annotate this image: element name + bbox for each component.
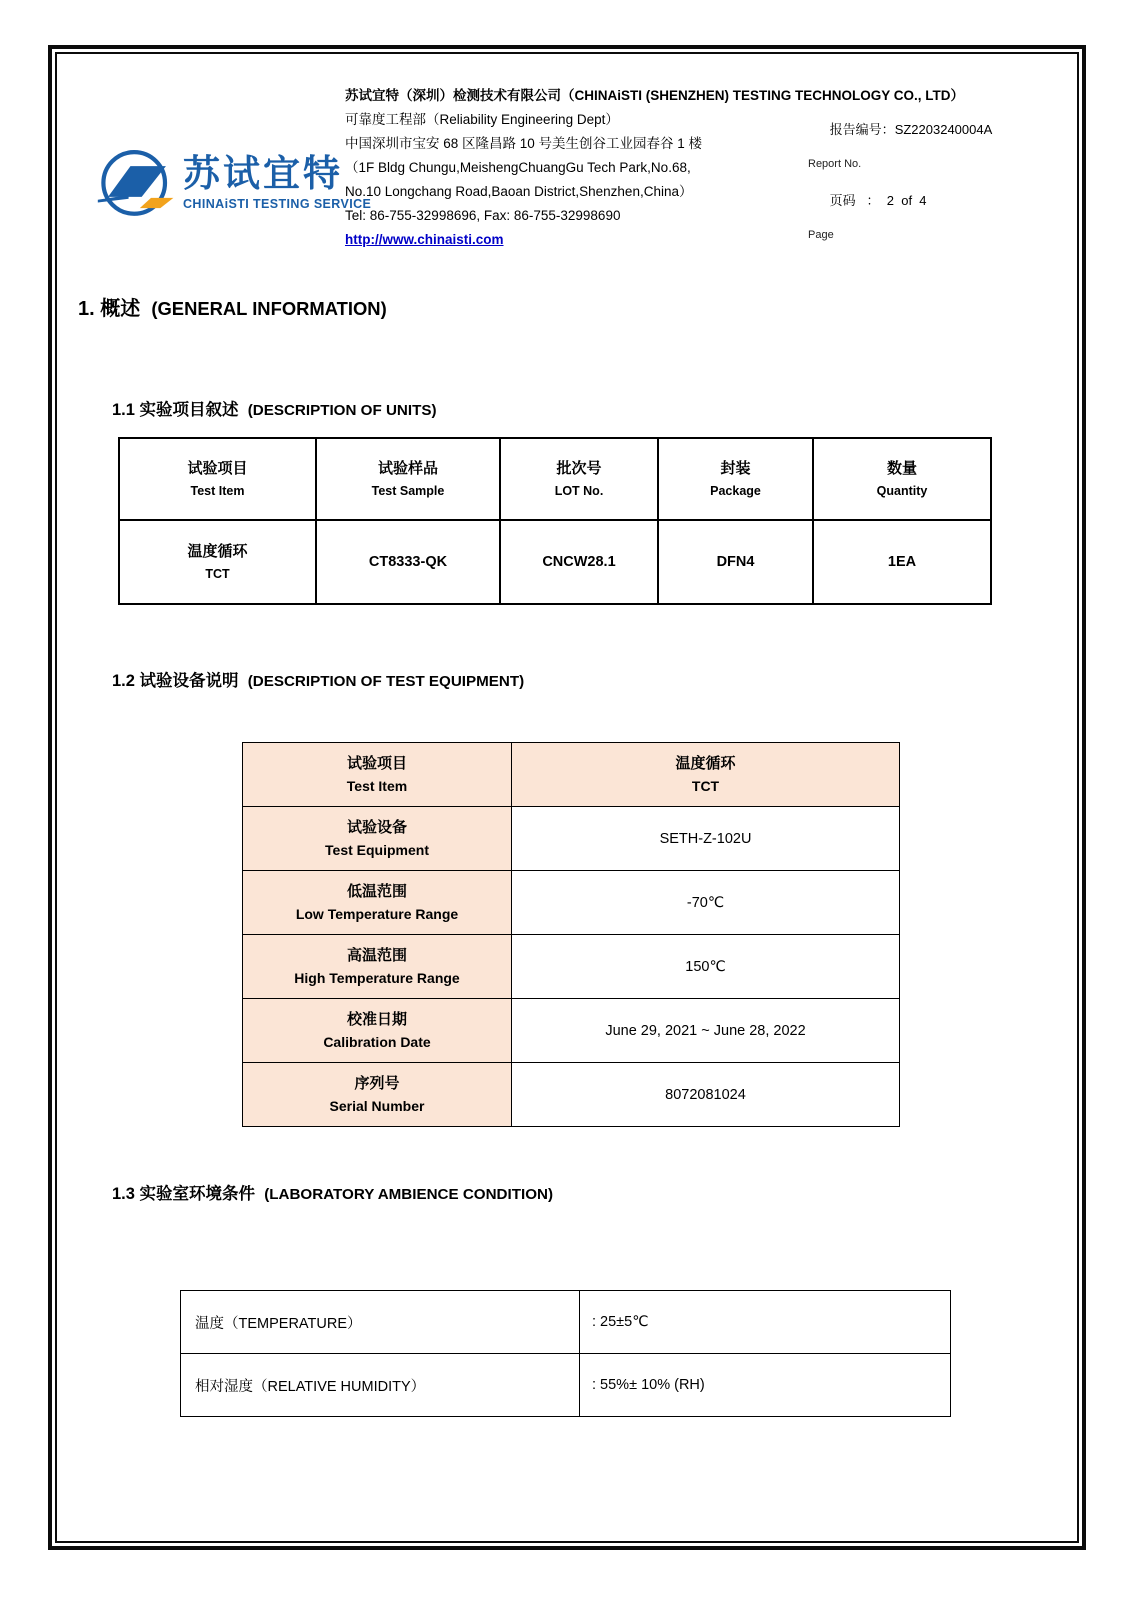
section-general-title-cn: 1. 概述 (78, 298, 141, 320)
logo-text (183, 154, 371, 211)
units-table-data-row (119, 520, 991, 604)
page-no-label: 页码 (829, 193, 856, 208)
units-cell-package: DFN4 (658, 520, 813, 604)
equipment-label-low-temp: 低温范围 Low Temperature Range (243, 871, 512, 935)
units-cell-test-item: 温度循环 TCT (119, 520, 316, 604)
equipment-row-high-temp (243, 935, 900, 999)
section-units-title-en: (DESCRIPTION OF UNITS) (247, 402, 437, 419)
logo-name-cn: 苏试宜特 (183, 152, 343, 194)
section-ambience-title-en: (LABORATORY AMBIENCE CONDITION) (264, 1186, 554, 1203)
units-header-test-sample: 试验样品 Test Sample (316, 438, 500, 520)
tel-fax-line: Tel: 86-755-32998696, Fax: 86-755-32998690 (345, 208, 621, 223)
section-ambience-title (112, 1180, 553, 1204)
page-no-value: 2 of 4 (886, 193, 927, 208)
equipment-value-high-temp: 150℃ (512, 935, 900, 999)
units-table (118, 437, 992, 605)
address-en-line1: （1F Bldg Chungu,MeishengChuangGu Tech Park,No.68, (345, 160, 691, 175)
ambience-label-humidity: 相对湿度（RELATIVE HUMIDITY） (181, 1354, 580, 1417)
section-general-title (78, 292, 387, 321)
department-line: 可靠度工程部（Reliability Engineering Dept） (345, 112, 619, 127)
units-table-header-row (119, 438, 991, 520)
equipment-table (242, 742, 900, 1127)
equipment-row-calibration (243, 999, 900, 1063)
logo-swoosh-icon (95, 138, 179, 226)
address-cn: 中国深圳市宝安 68 区隆昌路 10 号美生创谷工业园春谷 1 楼 (345, 136, 703, 151)
equipment-value-test-item: 温度循环 TCT (512, 743, 900, 807)
logo-name-en: CHINAiSTI TESTING SERVICE (183, 196, 372, 211)
equipment-row-test-item (243, 743, 900, 807)
company-logo (95, 136, 372, 228)
section-units-title-cn: 1.1 实验项目叙述 (112, 401, 239, 419)
equipment-value-calibration: June 29, 2021 ~ June 28, 2022 (512, 999, 900, 1063)
equipment-label-high-temp: 高温范围 High Temperature Range (243, 935, 512, 999)
section-equipment-title (112, 667, 524, 691)
report-no-label-en: Report No. (808, 158, 862, 170)
ambience-value-temperature: : 25±5℃ (580, 1291, 951, 1354)
address-en-line2: No.10 Longchang Road,Baoan District,Shenzhen,China） (345, 184, 693, 199)
page-label-en: Page (808, 229, 834, 241)
equipment-row-low-temp (243, 871, 900, 935)
equipment-value-serial: 8072081024 (512, 1063, 900, 1127)
ambience-row-temperature (181, 1291, 951, 1354)
report-no-value: SZ2203240004A (894, 122, 993, 137)
page-no-separator: ： (866, 193, 880, 208)
units-cell-quantity: 1EA (813, 520, 991, 604)
section-equipment-title-cn: 1.2 试验设备说明 (112, 672, 239, 690)
equipment-row-serial (243, 1063, 900, 1127)
section-ambience-title-cn: 1.3 实验室环境条件 (112, 1185, 256, 1203)
equipment-label-equipment: 试验设备 Test Equipment (243, 807, 512, 871)
units-cell-test-sample: CT8333-QK (316, 520, 500, 604)
ambience-label-temperature: 温度（TEMPERATURE） (181, 1291, 580, 1354)
section-equipment-title-en: (DESCRIPTION OF TEST EQUIPMENT) (247, 673, 525, 690)
equipment-row-equipment (243, 807, 900, 871)
equipment-label-calibration: 校准日期 Calibration Date (243, 999, 512, 1063)
equipment-value-low-temp: -70℃ (512, 871, 900, 935)
ambience-table (180, 1290, 951, 1417)
units-cell-lot-no: CNCW28.1 (500, 520, 658, 604)
units-header-quantity: 数量 Quantity (813, 438, 991, 520)
units-header-package: 封装 Package (658, 438, 813, 520)
section-units-title (112, 396, 437, 420)
equipment-value-equipment: SETH-Z-102U (512, 807, 900, 871)
ambience-row-humidity (181, 1354, 951, 1417)
ambience-value-humidity: : 55%± 10% (RH) (580, 1354, 951, 1417)
units-header-lot-no: 批次号 LOT No. (500, 438, 658, 520)
units-header-test-item: 试验项目 Test Item (119, 438, 316, 520)
equipment-label-test-item: 试验项目 Test Item (243, 743, 512, 807)
website-link[interactable]: http://www.chinaisti.com (345, 232, 504, 247)
report-no-label: 报告编号： (829, 122, 895, 137)
equipment-label-serial: 序列号 Serial Number (243, 1063, 512, 1127)
company-name: 苏试宜特（深圳）检测技术有限公司（CHINAiSTI (SHENZHEN) TESTING TECHNOLOGY CO., LTD） (345, 88, 965, 103)
section-general-title-en: (GENERAL INFORMATION) (151, 298, 387, 319)
report-info-block (808, 106, 1038, 248)
